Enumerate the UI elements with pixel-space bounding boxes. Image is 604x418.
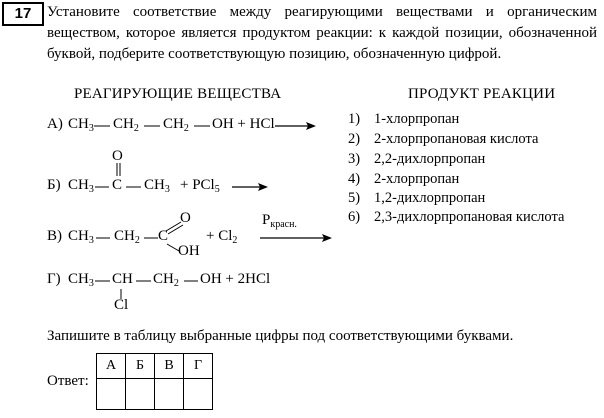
answer-header-row [97, 354, 213, 379]
products-header: ПРОДУКТ РЕАКЦИИ [408, 86, 556, 102]
reaction-g-tail: OH + 2HCl [200, 271, 271, 287]
reaction-g-ch: CH [112, 271, 133, 287]
reaction-g-label: Г) [47, 271, 61, 287]
answer-cell-g[interactable] [184, 379, 213, 410]
task-text: Установите соответствие между реагирующими веществами и органическим веществом, которое является продуктом реакции: к каждой позиции, обозначенной буквой, подберите соответствующую позицию, обозначенную цифрой. [47, 4, 597, 62]
reaction-v-plus: + $Cl_2$ [206, 228, 238, 246]
question-number: 17 [2, 2, 44, 26]
reaction-v-carbon: C [158, 228, 169, 244]
product-item: 1) 1-хлорпропан [348, 111, 460, 127]
reagents-header: РЕАГИРУЮЩИЕ ВЕЩЕСТВА [74, 86, 282, 102]
product-item: 5) 1,2-дихлорпропан [348, 190, 486, 206]
reaction-a-ch2b: $CH_2$ [163, 116, 189, 134]
answer-table [96, 353, 213, 410]
reaction-a-ch2a: $CH_2$ [113, 116, 139, 134]
reaction-a-tail: OH + HCl [212, 116, 275, 132]
reaction-a-label: А) [47, 116, 63, 132]
answer-col-a: А [97, 354, 126, 379]
answer-cell-b[interactable] [126, 379, 155, 410]
bond-v-double1 [166, 222, 181, 231]
reaction-b-ch3a: $CH_3$ [68, 177, 94, 195]
answer-cell-a[interactable] [97, 379, 126, 410]
product-item: 4) 2-хлорпропан [348, 171, 460, 187]
product-item: 6) 2,3-дихлорпропановая кислота [348, 209, 565, 225]
reaction-b-plus: + PCl$_5$ [180, 177, 220, 195]
reaction-v-ch2: $CH_2$ [114, 228, 140, 246]
instruction-text: Запишите в таблицу выбранные цифры под соответствующими буквами. [47, 328, 514, 344]
answer-col-v: В [155, 354, 184, 379]
answer-label: Ответ: [47, 373, 89, 389]
reaction-v-ch3: $CH_3$ [68, 228, 94, 246]
reaction-g-ch3: $CH_3$ [68, 271, 94, 289]
answer-col-g: Г [184, 354, 213, 379]
reaction-b-carbon: C [112, 177, 123, 193]
reaction-v-condition: $P_{красн.}$ [262, 212, 297, 230]
reaction-a-ch3: $CH_3$ [68, 116, 94, 134]
reaction-b-label: Б) [47, 177, 61, 193]
product-item: 2) 2-хлорпропановая кислота [348, 131, 539, 147]
answer-cell-v[interactable] [155, 379, 184, 410]
reaction-g-ch2: $CH_2$ [153, 271, 179, 289]
product-item: 3) 2,2-дихлорпропан [348, 151, 486, 167]
reaction-a [47, 116, 63, 133]
reaction-g-chlorine: Cl [114, 297, 129, 313]
answer-col-b: Б [126, 354, 155, 379]
reaction-v-label: В) [47, 228, 62, 244]
answer-input-row [97, 379, 213, 410]
reaction-b-oxygen: O [112, 148, 123, 164]
reaction-b-ch3b: $CH_3$ [144, 177, 170, 195]
reaction-v-oxygen: O [180, 210, 191, 226]
reaction-v-hydroxyl: OH [178, 243, 200, 259]
